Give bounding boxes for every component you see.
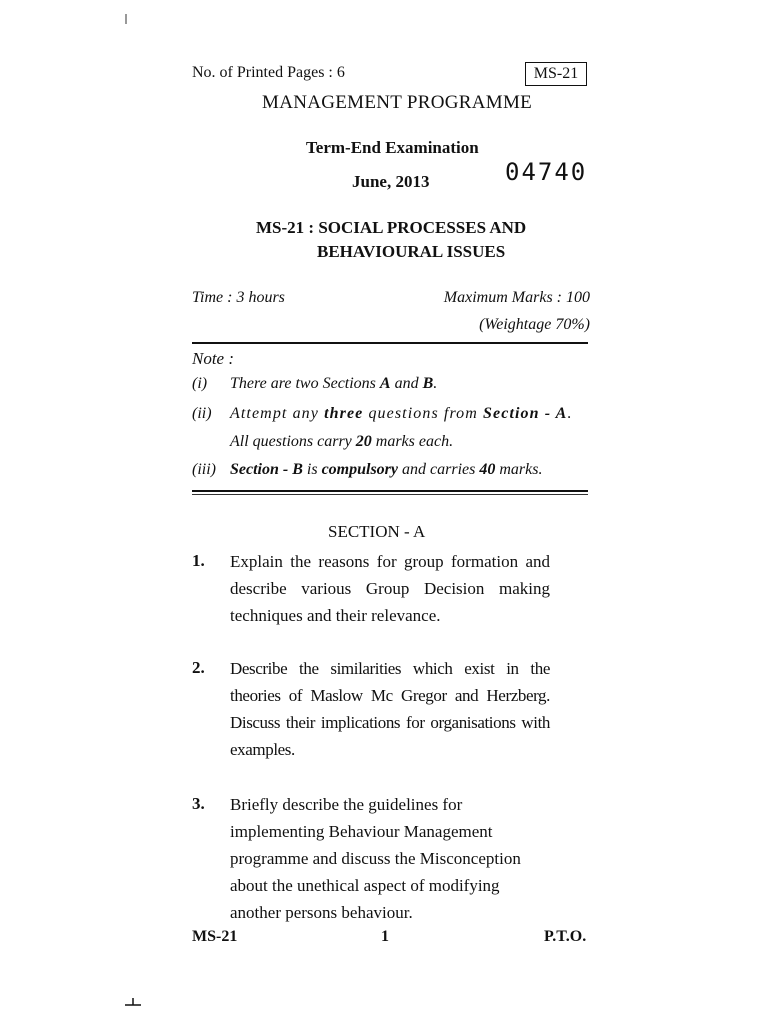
note-item-3: [192, 461, 216, 479]
note-text-bold: A: [379, 375, 391, 392]
scan-mark: [125, 14, 127, 24]
section-title: SECTION - A: [328, 522, 426, 541]
subject-title-line1: MS-21 : SOCIAL PROCESSES AND: [256, 218, 527, 237]
programme-title: MANAGEMENT PROGRAMME: [262, 92, 533, 113]
footer-paper-code: MS-21: [192, 928, 238, 945]
note-text-bold: Section - A: [483, 405, 568, 422]
note-text-part: marks each.: [371, 433, 454, 450]
subject-title-line2: BEHAVIOURAL ISSUES: [317, 242, 506, 261]
note-text-part: Attempt any: [230, 405, 325, 422]
registration-mark-icon: [125, 998, 141, 1008]
note-text-part: .: [567, 405, 573, 422]
serial-number: 04740: [505, 158, 588, 186]
note-text-bold: three: [324, 405, 364, 422]
note-text-bold: Section - B: [230, 461, 303, 478]
note-item-2-text-line1: [230, 405, 573, 423]
note-item-3-text: [230, 461, 542, 479]
question-text: Describe the similarities which exist in the theories of Maslow Mc Gregor and Herzberg. Discuss their implications for organisations with examples.: [230, 659, 550, 759]
please-turn-over: P.T.O.: [544, 928, 587, 945]
printed-pages-count: No. of Printed Pages : 6: [192, 64, 345, 81]
note-item-number: (iii): [192, 461, 216, 478]
note-text-part: is: [302, 461, 322, 478]
note-item-1: [192, 375, 207, 393]
paper-code-box: MS-21: [525, 62, 587, 86]
divider-bottom: [192, 490, 588, 492]
note-item-1-text: [230, 375, 437, 393]
question-text: Briefly describe the guidelines for implementing Behaviour Management programme and discuss the Misconception about the unethical aspect of modifying another persons behaviour.: [230, 795, 521, 922]
note-text-bold: 20: [355, 433, 372, 450]
note-label: Note :: [192, 349, 235, 368]
note-text-part: All questions carry: [230, 433, 356, 450]
question-number: 3.: [192, 794, 205, 813]
note-item-number: (ii): [192, 405, 212, 422]
note-text-part: .: [433, 375, 438, 392]
divider-top: [192, 342, 588, 344]
note-item-2-text-line2: [230, 433, 453, 451]
time-allowed: Time : 3 hours: [192, 289, 285, 306]
maximum-marks: Maximum Marks : 100: [443, 289, 590, 306]
note-text-part: and carries: [398, 461, 480, 478]
exam-title: Term-End Examination: [306, 138, 479, 157]
question-number: 1.: [192, 551, 205, 570]
note-text-bold: 40: [479, 461, 496, 478]
weightage: (Weightage 70%): [479, 316, 590, 333]
question-number: 2.: [192, 658, 205, 677]
question-text: Explain the reasons for group formation and describe various Group Decision making techniques and their relevance.: [230, 552, 550, 625]
note-text-part: There are two Sections: [230, 375, 380, 392]
exam-date: June, 2013: [352, 172, 430, 191]
page-number: 1: [381, 928, 389, 945]
note-item-2: [192, 405, 212, 423]
note-text-part: questions from: [363, 405, 484, 422]
note-item-number: (i): [192, 375, 208, 392]
note-text-part: marks.: [495, 461, 543, 478]
divider-bottom-thin: [192, 494, 588, 495]
note-text-bold: compulsory: [321, 461, 399, 478]
note-text-part: and: [390, 375, 423, 392]
note-text-bold: B: [422, 375, 434, 392]
